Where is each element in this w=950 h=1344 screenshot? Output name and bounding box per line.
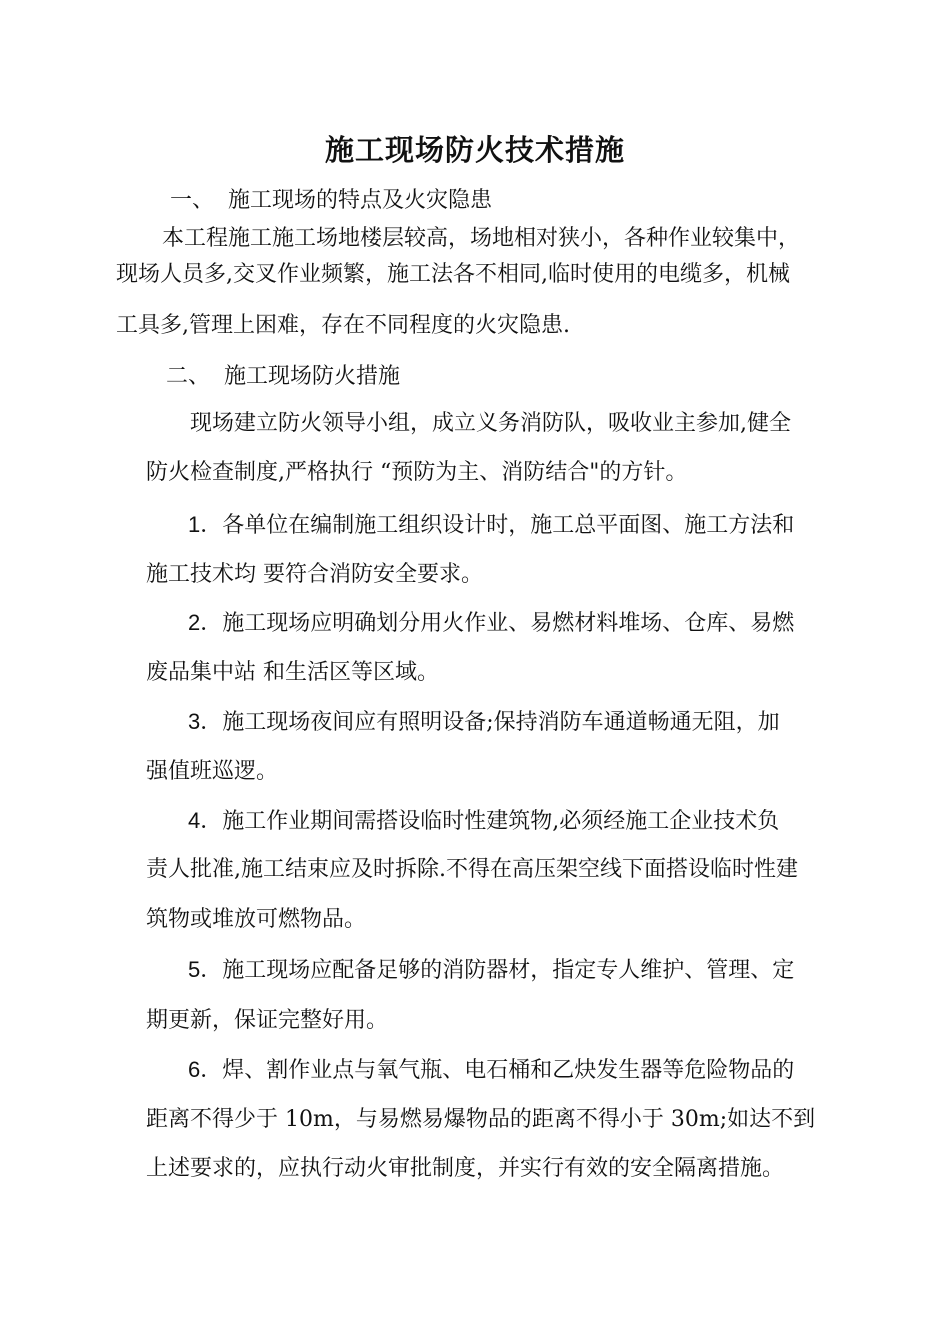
section2-number: 二、 bbox=[166, 364, 211, 389]
item-6-number: 6． bbox=[188, 1057, 223, 1082]
document-title: 施工现场防火技术措施 bbox=[324, 133, 625, 167]
item-5-line-2: 期更新，保证完整好用。 bbox=[146, 1008, 389, 1033]
item-1-text-1: 各单位在编制施工组织设计时，施工总平面图、施工方法和 bbox=[222, 513, 795, 538]
item-3-line-1 bbox=[188, 707, 780, 738]
section1-number: 一、 bbox=[170, 188, 215, 213]
section1-heading bbox=[170, 186, 492, 216]
item-4-line-1 bbox=[188, 806, 779, 837]
item-4-line-2: 责人批准,施工结束应及时拆除.不得在高压架空线下面搭设临时性建 bbox=[146, 857, 798, 882]
section1-para-line-3: 工具多,管理上困难，存在不同程度的火灾隐患. bbox=[116, 313, 570, 338]
item-2-text-1: 施工现场应明确划分用火作业、易燃材料堆场、仓库、易燃 bbox=[222, 611, 795, 636]
item-2-line-2: 废品集中站 和生活区等区域。 bbox=[146, 660, 439, 685]
item-5-number: 5． bbox=[188, 957, 223, 982]
item-6-line-2: 距离不得少于 10m，与易燃易爆物品的距离不得小于 30m;如达不到 bbox=[146, 1107, 816, 1132]
item-1-line-1 bbox=[188, 510, 794, 541]
item-5-line-1 bbox=[188, 955, 794, 986]
item-2-number: 2． bbox=[188, 610, 223, 635]
section1-heading-text: 施工现场的特点及火灾隐患 bbox=[228, 188, 493, 213]
item-5-text-1: 施工现场应配备足够的消防器材，指定专人维护、管理、定 bbox=[222, 958, 795, 983]
item-2-line-1 bbox=[188, 608, 794, 639]
section2-heading bbox=[166, 362, 400, 392]
item-4-number: 4． bbox=[188, 808, 223, 833]
section2-heading-text: 施工现场防火措施 bbox=[224, 364, 401, 389]
section2-intro-line-2: 防火检查制度,严格执行 “预防为主、消防结合"的方针。 bbox=[146, 460, 688, 485]
item-3-line-2: 强值班巡逻。 bbox=[146, 759, 279, 784]
item-4-text-1: 施工作业期间需搭设临时性建筑物,必须经施工企业技术负 bbox=[222, 809, 780, 834]
item-3-number: 3． bbox=[188, 709, 223, 734]
item-1-line-2: 施工技术均 要符合消防安全要求。 bbox=[146, 562, 483, 587]
item-6-line-3: 上述要求的，应执行动火审批制度，并实行有效的安全隔离措施。 bbox=[146, 1156, 785, 1181]
item-4-line-3: 筑物或堆放可燃物品。 bbox=[146, 907, 367, 932]
section1-para-line-2: 现场人员多,交叉作业频繁，施工法各不相同,临时使用的电缆多，机械 bbox=[116, 262, 790, 287]
item-3-text-1: 施工现场夜间应有照明设备;保持消防车通道畅通无阻，加 bbox=[222, 710, 780, 735]
section2-intro-line-1: 现场建立防火领导小组，成立义务消防队，吸收业主参加,健全 bbox=[190, 411, 791, 436]
item-1-number: 1． bbox=[188, 512, 223, 537]
item-6-text-1: 焊、割作业点与氧气瓶、电石桶和乙炔发生器等危险物品的 bbox=[222, 1058, 795, 1083]
item-6-line-1 bbox=[188, 1055, 794, 1086]
section1-para-line-1: 本工程施工施工场地楼层较高，场地相对狭小，各种作业较集中， bbox=[162, 226, 801, 251]
